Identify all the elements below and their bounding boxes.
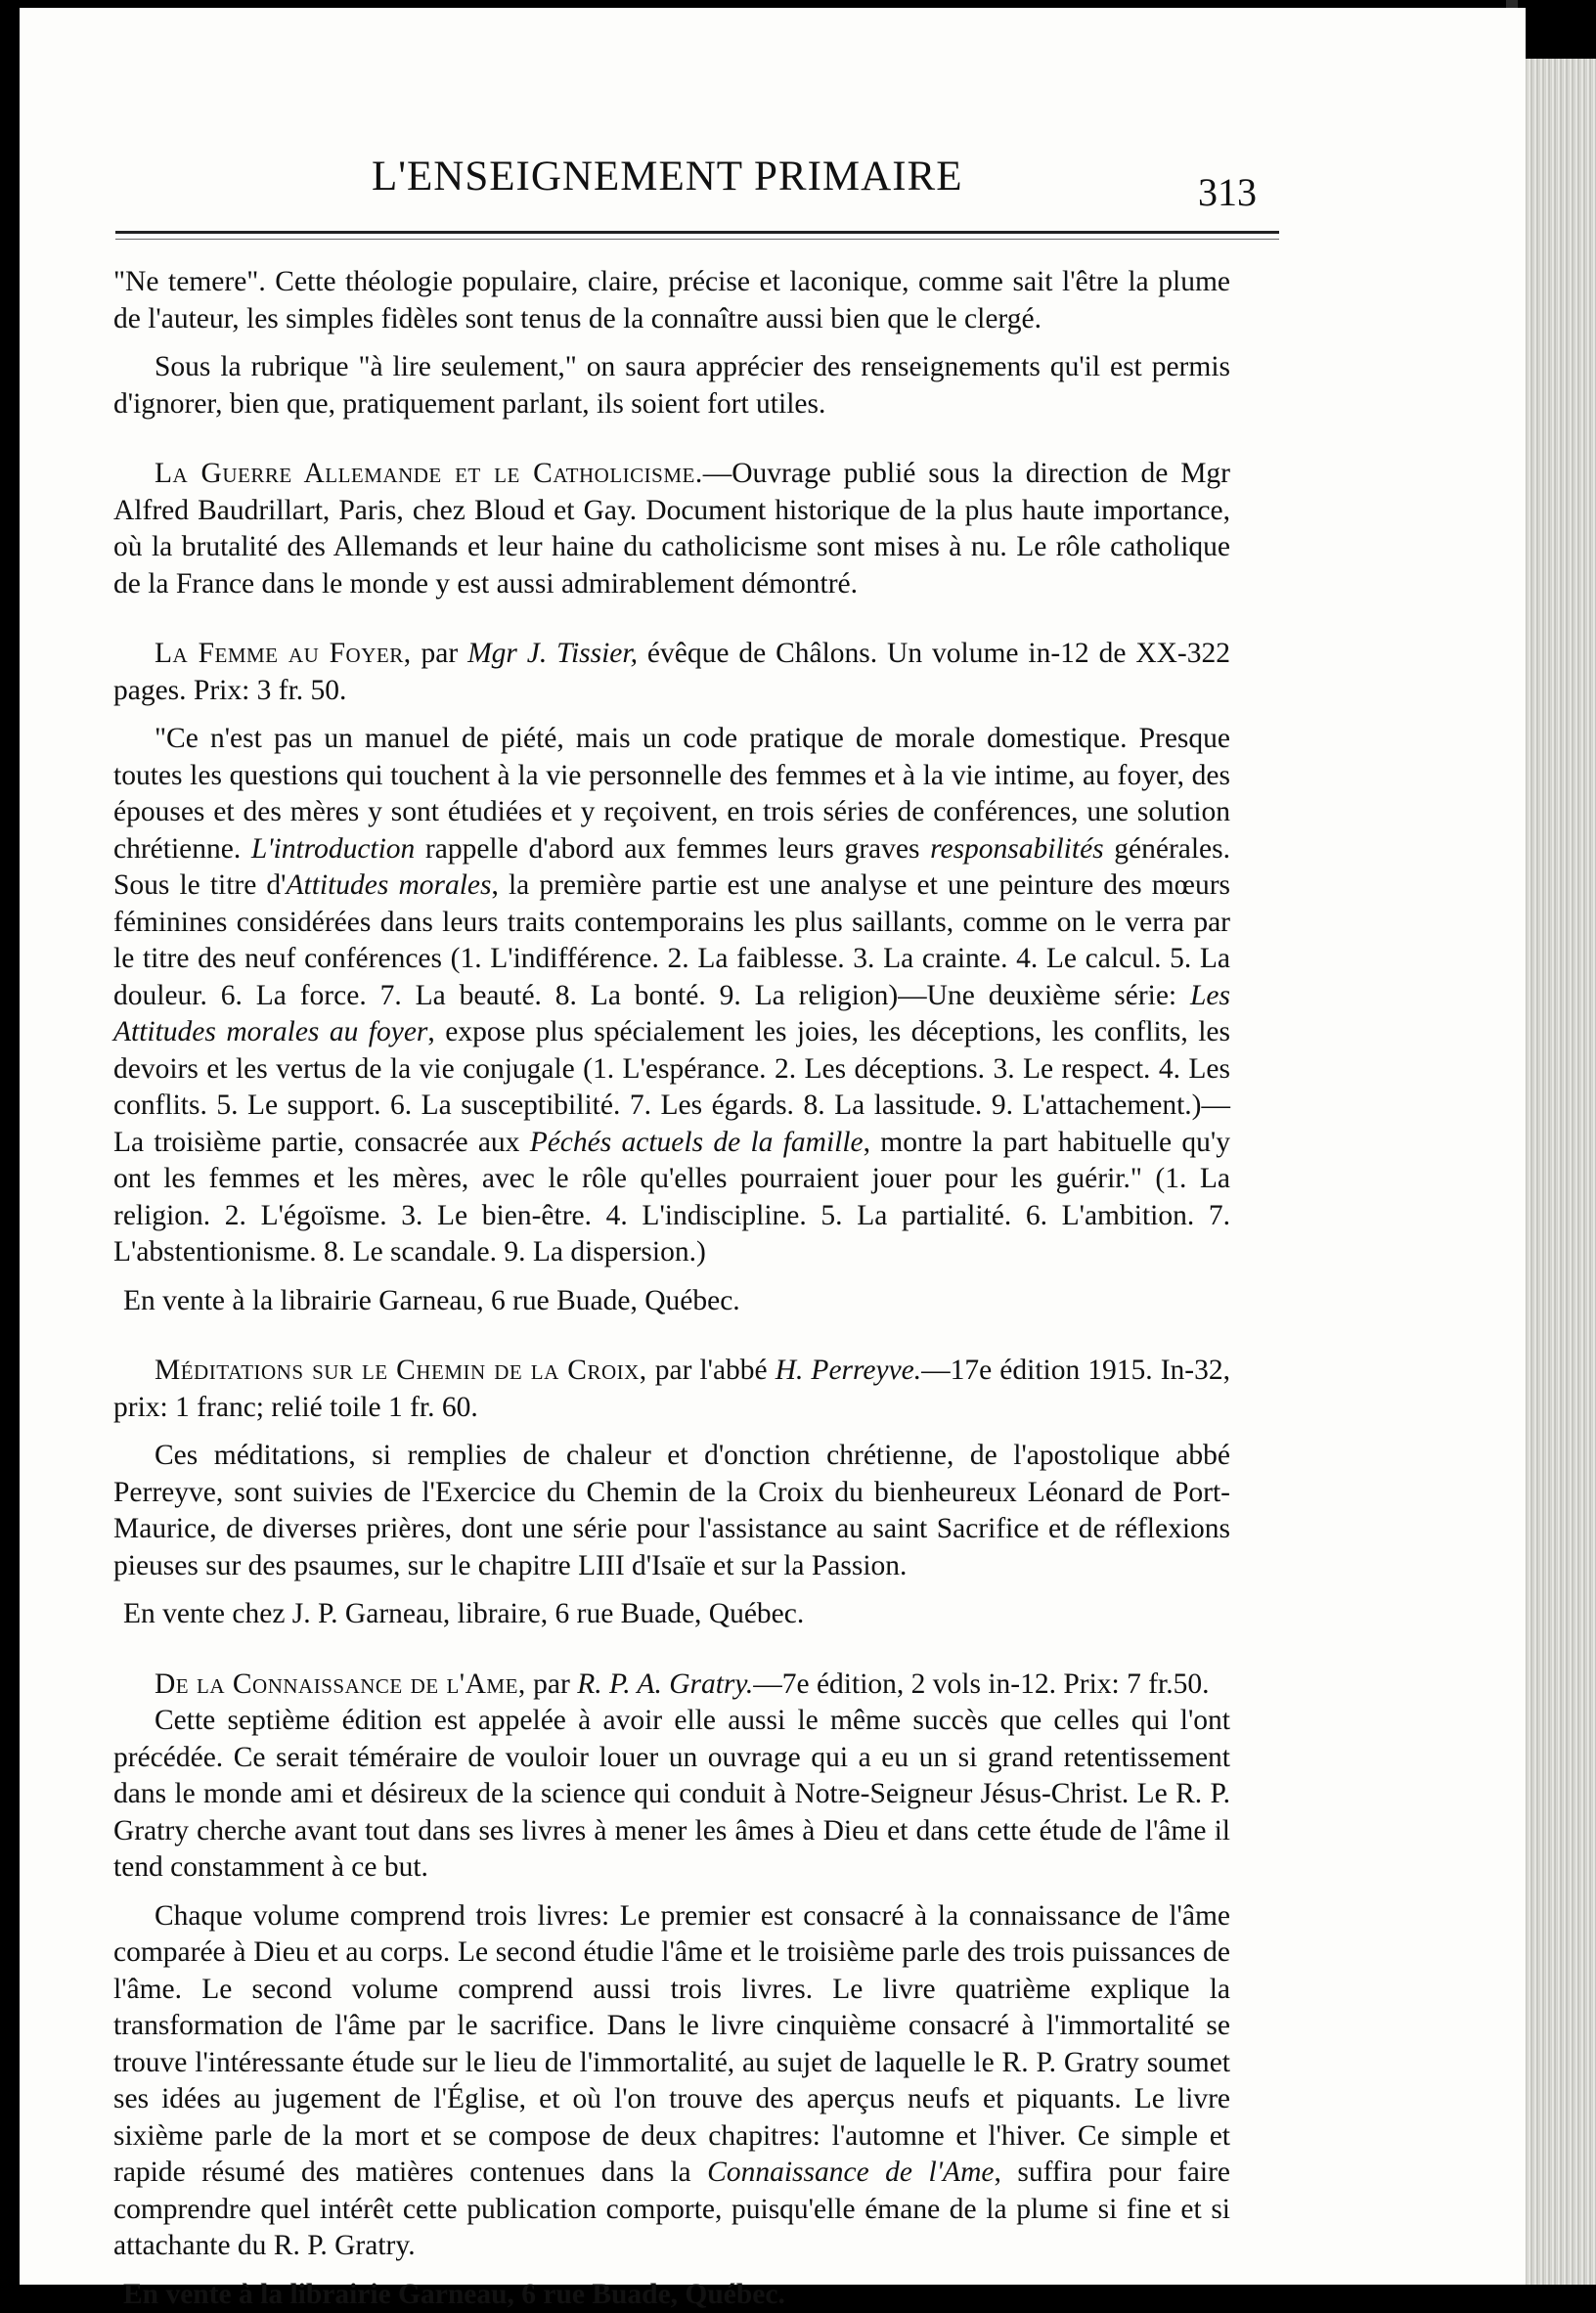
review-connaissance-p1: Cette septième édition est appelée à avoir elle aussi le même succès que celles qui l'ont précédée. Ce serait téméraire de vouloir louer un ouvrage qui a eu un si grand retentissement dans le monde ami et désireux de la science qui conduit à Notre-Seigneur Jésus-Christ. Le R. P. Gratry cherche avant tout dans ses livres à mener les âmes à Dieu et dans cette étude de l'âme il tend constamment à ce but.	[113, 1703, 1230, 1887]
review-connaissance-sale: En vente à la librairie Garneau, 6 rue Buade, Québec.	[113, 2277, 1230, 2313]
review-guerre-text: —Ouvrage publié sous la direction de Mgr Alfred Baudrillart, Paris, chez Bloud et Gay. Document historique de la plus haute importance, où la brutalité des Allemands et leur haine du catholicisme sont mises à nu. Le rôle catholique de la France dans le monde y est aussi admirablement démontré.	[113, 458, 1230, 600]
running-head: L'ENSEIGNEMENT PRIMAIRE	[372, 153, 1252, 200]
review-femme-quote	[113, 721, 1230, 1271]
review-connaissance-details: —7e édition, 2 vols in-12. Prix: 7 fr.50.	[753, 1668, 1209, 1700]
intro-paragraph-2: Sous la rubrique "à lire seulement," on saura apprécier des renseignements qu'il est permis d'ignorer, bien que, pratiquement parlant, ils soient fort utiles.	[113, 349, 1230, 423]
quote-italic: Péchés actuels de la famille	[530, 1127, 864, 1158]
quote-part: rappelle d'abord aux femmes leurs graves	[415, 833, 930, 865]
quote-italic: Attitudes morales	[286, 869, 491, 901]
header-rule	[115, 231, 1279, 234]
review-femme-by: par	[412, 638, 467, 669]
paragraph-italic: Connaissance de l'Ame	[707, 2157, 994, 2188]
review-meditations-author: H. Perreyve.	[776, 1355, 921, 1386]
review-femme-title: La Femme au Foyer,	[155, 638, 412, 669]
review-femme-heading	[113, 636, 1230, 709]
header-rule-thin	[115, 239, 1279, 240]
quote-italic: Les Attitudes morales au foyer	[113, 980, 1230, 1048]
review-meditations-heading	[113, 1353, 1230, 1426]
book-page	[20, 8, 1526, 2285]
paragraph-part: , suffira pour faire comprendre quel intérêt cette publication comporte, puisqu'elle émane de la plume si fine et si attachante du R. P. Gratry.	[113, 2157, 1230, 2261]
quote-italic: L'introduction	[251, 833, 415, 865]
review-connaissance-heading	[113, 1667, 1230, 1704]
quote-italic: responsabilités	[930, 833, 1104, 865]
page-number: 313	[1198, 169, 1257, 215]
page-body	[113, 264, 1230, 2313]
quote-part: "Ce n'est pas un manuel de piété, mais un code pratique de morale domestique. Presque toutes les questions qui touchent à la vie personnelle des femmes et à la vie intime, au foyer, des épouses et des mères y sont étudiées et y reçoivent, en trois séries de conférences, une solution chrétienne.	[113, 723, 1230, 865]
quote-part: , la première partie est une analyse et une peinture des mœurs féminines considérées dans leurs traits contemporains les plus saillants, comme on le verra par le titre des neuf conférences (1. L'indifférence. 2. La faiblesse. 3. La crainte. 4. Le calcul. 5. La douleur. 6. La force. 7. La beauté. 8. La bonté. 9. La religion)—Une deuxième série:	[113, 869, 1230, 1011]
review-femme-author: Mgr J. Tissier,	[467, 638, 638, 669]
quote-part: , montre la part habituelle qu'y ont les femmes et les mères, avec le rôle qu'elles pourraient jouer pour les guérir." (1. La religion. 2. L'égoïsme. 3. Le bien-être. 4. L'indiscipline. 5. La partialité. 6. L'ambition. 7. L'abstentionisme. 8. Le scandale. 9. La dispersion.)	[113, 1127, 1230, 1268]
review-connaissance-title: De la Connaissance de l'Ame,	[155, 1668, 526, 1700]
review-meditations-title: Méditations sur le Chemin de la Croix,	[155, 1355, 647, 1386]
review-connaissance-p2	[113, 1898, 1230, 2265]
review-meditations-by: par l'abbé	[647, 1355, 776, 1386]
review-femme-sale: En vente à la librairie Garneau, 6 rue Buade, Québec.	[113, 1283, 1230, 1320]
review-connaissance-author: R. P. A. Gratry.	[577, 1668, 753, 1700]
review-connaissance-by: par	[526, 1668, 577, 1700]
paragraph-part: Chaque volume comprend trois livres: Le premier est consacré à la connaissance de l'âme comparée à Dieu et au corps. Le second étudie l'âme et le troisième parle des trois puissances de l'âme. Le second volume comprend aussi trois livres. Le livre quatrième explique la transformation de l'âme par le sacrifice. Dans le livre cinquième consacré à l'immortalité se trouve l'intéressante étude sur le lieu de l'immortalité, au sujet de laquelle le R. P. Gratry soumet ses idées au jugement de l'Église, et où l'on trouve des aperçus neufs et piquants. Le livre sixième parle de la mort et se compose de deux chapitres: l'automne et l'hiver. Ce simple et rapide résumé des matières contenues dans la	[113, 1900, 1230, 2189]
quote-part: , expose plus spécialement les joies, les déceptions, les conflits, les devoirs et les vertus de la vie conjugale (1. L'espérance. 2. Les déceptions. 3. Le respect. 4. Les conflits. 5. Le support. 6. La susceptibilité. 7. Les égards. 8. La lassitude. 9. L'attachement.)—La troisième partie, consacrée aux	[113, 1016, 1230, 1158]
review-guerre-title: La Guerre Allemande et le Catholicisme.	[155, 458, 703, 489]
page-stack-edge	[1516, 59, 1596, 2285]
review-meditations-sale: En vente chez J. P. Garneau, libraire, 6 rue Buade, Québec.	[113, 1596, 1230, 1633]
review-meditations-details: —17e édition 1915. In-32, prix: 1 franc; relié toile 1 fr. 60.	[113, 1355, 1230, 1423]
review-guerre	[113, 456, 1230, 602]
quote-part: générales. Sous le titre d'	[113, 833, 1230, 902]
review-femme-details: évêque de Châlons. Un volume in-12 de XX-322 pages. Prix: 3 fr. 50.	[113, 638, 1230, 706]
review-meditations-text: Ces méditations, si remplies de chaleur et d'onction chrétienne, de l'apostolique abbé Perreyve, sont suivies de l'Exercice du Chemin de la Croix du bienheureux Léonard de Port-Maurice, de diverses prières, dont une série pour l'assistance au saint Sacrifice et de réflexions pieuses sur des psaumes, sur le chapitre LIII d'Isaïe et sur la Passion.	[113, 1438, 1230, 1584]
intro-paragraph-1: "Ne temere". Cette théologie populaire, claire, précise et laconique, comme sait l'être la plume de l'auteur, les simples fidèles sont tenus de la connaître aussi bien que le clergé.	[113, 264, 1230, 337]
